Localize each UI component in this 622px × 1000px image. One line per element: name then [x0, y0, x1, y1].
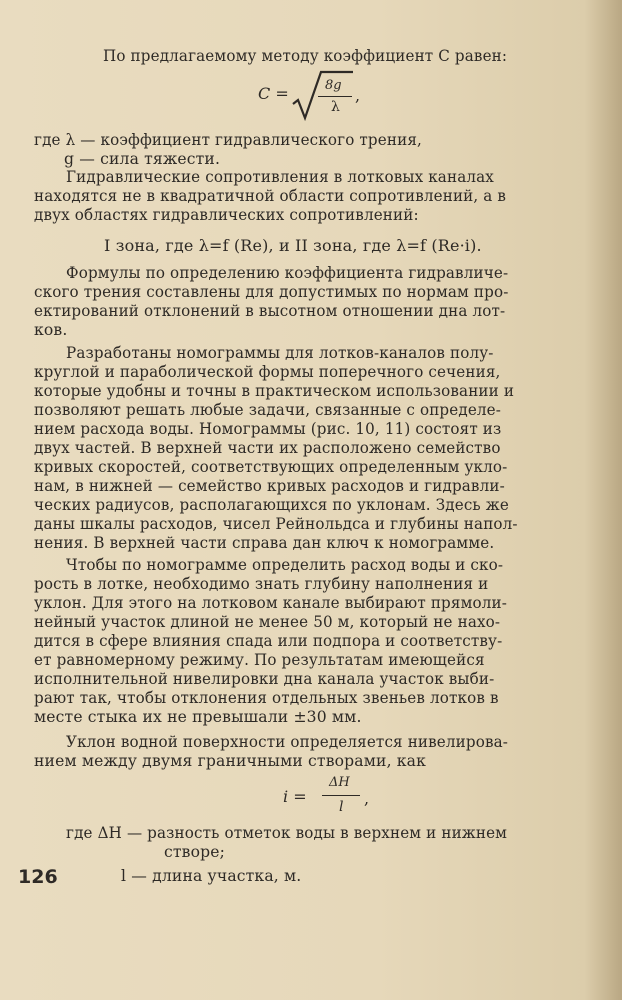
formula-tail: ,: [355, 86, 361, 105]
text-line: ского трения составлены для допустимых по нормам про-: [34, 283, 509, 301]
text-line: l — длина участка, м.: [121, 867, 302, 885]
text-line: Разработаны номограммы для лотков-каналов полу-: [66, 344, 494, 362]
page-number: 126: [18, 866, 58, 888]
text-line: Гидравлические сопротивления в лотковых каналах: [66, 168, 494, 186]
fraction-bar: [322, 795, 360, 796]
formula-numerator: 8g: [325, 78, 342, 93]
text-line: месте стыка их не превышали ±30 мм.: [34, 708, 362, 726]
text-line: даны шкалы расходов, чисел Рейнольдса и глубины напол-: [34, 515, 518, 533]
text-line: ектирований отклонений в высотном отношении дна лот-: [34, 302, 506, 320]
formula-denominator: l: [339, 799, 344, 815]
text-line: нам, в нижней — семейство кривых расходов и гидравли-: [34, 477, 505, 495]
text-line: которые удобны и точны в практическом использовании и: [34, 382, 515, 400]
text-line: дится в сфере влияния спада или подпора и соответству-: [34, 632, 503, 650]
text-line: Уклон водной поверхности определяется нивелирова-: [66, 733, 509, 751]
text-line: где ΔH — разность отметок воды в верхнем и нижнем: [66, 824, 508, 842]
text-line: g — сила тяжести.: [64, 150, 221, 168]
formula-denominator: λ: [331, 99, 340, 115]
formula-numerator: ΔH: [329, 775, 350, 790]
text-line: где λ — коэффициент гидравлического трения,: [34, 131, 422, 149]
text-line: Чтобы по номограмме определить расход воды и ско-: [66, 556, 504, 574]
text-line: ков.: [34, 321, 68, 339]
formula-lhs: i =: [283, 787, 307, 806]
formula-lhs: C =: [258, 84, 289, 103]
text-line: ет равномерному режиму. По результатам имеющейся: [34, 651, 485, 669]
text-line: Формулы по определению коэффициента гидравличе-: [66, 264, 509, 282]
text-line: двух областях гидравлических сопротивлений:: [34, 206, 419, 224]
text-line: нием между двумя граничными створами, как: [34, 752, 427, 770]
text-line: ческих радиусов, располагающихся по уклонам. Здесь же: [34, 496, 509, 514]
text-line: уклон. Для этого на лотковом канале выбирают прямоли-: [34, 594, 507, 612]
text-line: створе;: [164, 843, 226, 861]
text-line: исполнительной нивелировки дна канала участок выби-: [34, 670, 495, 688]
text-line: кривых скоростей, соответствующих определенным укло-: [34, 458, 508, 476]
text-line: находятся не в квадратичной области сопротивлений, а в: [34, 187, 507, 205]
radical-sign: [291, 68, 355, 122]
formula-tail: ,: [364, 789, 370, 808]
text-line: нейный участок длиной не менее 50 м, который не нахо-: [34, 613, 501, 631]
text-line: По предлагаемому методу коэффициент С равен:: [103, 47, 508, 65]
text-line: рают так, чтобы отклонения отдельных звеньев лотков в: [34, 689, 499, 707]
text-line: нием расхода воды. Номограммы (рис. 10, 11) состоят из: [34, 420, 502, 438]
text-line: нения. В верхней части справа дан ключ к номограмме.: [34, 534, 495, 552]
fraction-bar: [318, 96, 352, 97]
text-line: двух частей. В верхней части их расположено семейство: [34, 439, 501, 457]
text-line: рость в лотке, необходимо знать глубину наполнения и: [34, 575, 489, 593]
text-line: позволяют решать любые задачи, связанные с определе-: [34, 401, 502, 419]
zones-line: I зона, где λ=f (Re), и II зона, где λ=f (Re·i).: [104, 236, 482, 255]
text-line: круглой и параболической формы поперечного сечения,: [34, 363, 501, 381]
